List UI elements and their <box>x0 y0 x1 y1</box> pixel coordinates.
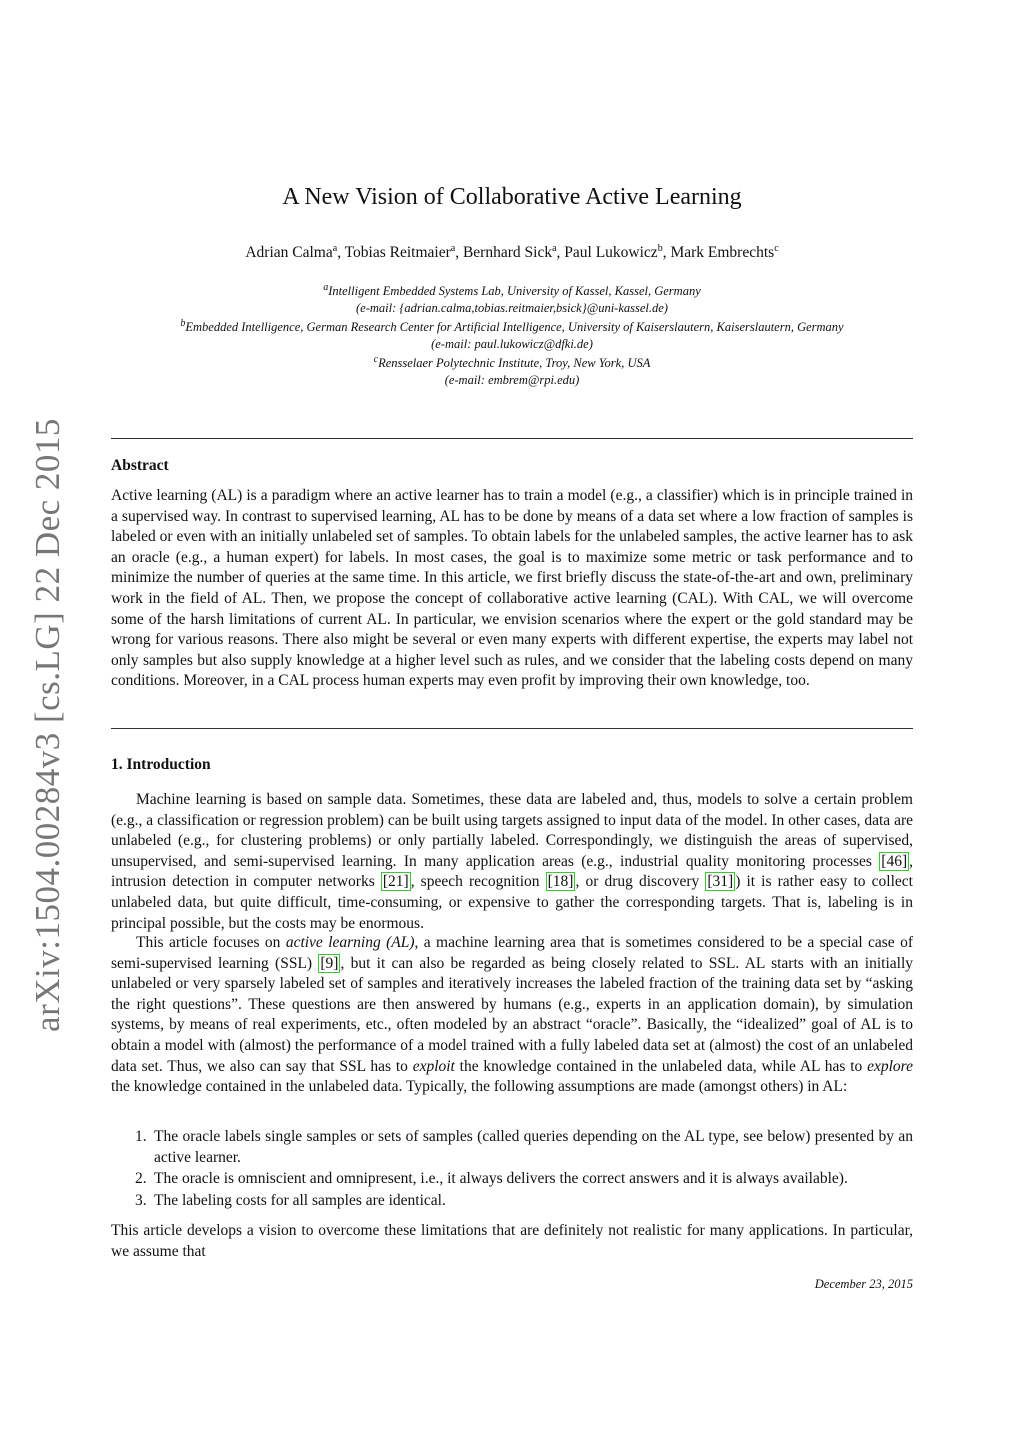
affiliation: $^a$Intelligent Embedded Systems Lab, University of Kassel, Kassel, Germany <box>323 282 701 299</box>
citation-link[interactable]: [18] <box>547 873 574 891</box>
affiliation-email: (e-mail: {adrian.calma,tobias.reitmaier,bsick}@uni-kassel.de) <box>356 300 668 315</box>
author: Tobias Reitmaier <box>344 244 451 262</box>
arxiv-identifier-stamp: arXiv:1504.00284v3 [cs.LG] 22 Dec 2015 <box>28 418 67 1032</box>
author-affiliation-mark: a <box>332 243 338 254</box>
affiliations <box>0 280 1024 388</box>
author: Mark Embrechts <box>670 244 775 262</box>
list-item: 3. The labeling costs for all samples are identical. <box>111 1191 913 1212</box>
author: Paul Lukowicz <box>564 244 658 262</box>
author: Bernhard Sick <box>462 244 553 262</box>
intro-paragraph-1: Machine learning is based on sample data. Sometimes, these data are labeled and, thus, models to solve a certain problem (e.g., a classification or regression problem) can be built using targets assigned to input data of the model. In other cases, data are unlabeled (e.g., for clustering problems) or only partially labeled. Correspondingly, we distinguish the areas of supervised, unsupervised, and semi-supervised learning. In many application areas (e.g., industrial quality monitoring processes [46] , intrusion detection in computer networks [21] , speech recognition [18] , or drug discovery [31] ) it is rather easy to collect unlabeled data, but quite difficult, time-consuming, or expensive to gather the corresponding targets. That is, labeling is in principal possible, but the costs may be enormous. <box>111 791 913 932</box>
author-affiliation-mark: a <box>450 243 456 254</box>
author: Adrian Calma <box>245 244 333 262</box>
abstract-top-rule <box>111 438 913 439</box>
citation-link[interactable]: [9] <box>320 954 339 972</box>
list-number: 2. <box>135 1170 147 1188</box>
assumptions-list <box>111 1127 913 1212</box>
abstract-text: Active learning (AL) is a paradigm where an active learner has to train a model (e.g., a classifier) which is in principle trained in a supervised way. In contrast to supervised learning, AL has to be done by means of a data set where a low fraction of samples is labeled or even with an initially unlabeled set of samples. To obtain labels for the unlabeled samples, the active learner has to ask an oracle (e.g., a human expert) for labels. In most cases, the goal is to maximize some metric or task performance and to minimize the number of queries at the same time. In this article, we first briefly discuss the state-of-the-art and own, preliminary work in the field of AL. Then, we propose the concept of collaborative active learning (CAL). With CAL, we will overcome some of the harsh limitations of current AL. In particular, we envision scenarios where the expert or the gold standard may be wrong for various reasons. There also might be several or even many experts with different expertise, the experts may label not only samples but also supply knowledge at a higher level such as rules, and we consider that the labeling costs depend on many conditions. Moreover, in a CAL process human experts may even profit by improving their own knowledge, too. <box>111 487 913 690</box>
affiliation-email: (e-mail: paul.lukowicz@dfki.de) <box>431 336 593 351</box>
list-number: 1. <box>135 1128 147 1145</box>
list-number: 3. <box>135 1191 147 1209</box>
author-list: Adrian Calma$^a$, Tobias Reitmaier$^a$, Bernhard Sick$^a$, Paul Lukowicz$^b$, Mark Embrechts$^c$ <box>245 243 779 262</box>
intro-paragraph-3: This article develops a vision to overcome these limitations that are definitely not realistic for many applications. In particular, we assume that <box>111 1222 913 1260</box>
emphasis: active learning (AL) <box>285 934 415 951</box>
list-item: 2. The oracle is omniscient and omnipresent, i.e., it always delivers the correct answers and it is always available). <box>111 1169 913 1190</box>
emphasis: explore <box>867 1057 913 1075</box>
author-affiliation-mark: b <box>657 243 663 254</box>
abstract-bottom-rule <box>111 728 913 729</box>
citation-link[interactable]: [21] <box>382 873 409 891</box>
paper-title: A New Vision of Collaborative Active Learning <box>282 184 742 210</box>
abstract-heading: Abstract <box>111 457 169 474</box>
citation-link[interactable]: [46] <box>881 852 908 870</box>
footer-date: December 23, 2015 <box>814 1277 913 1291</box>
affiliation: $^c$Rensselaer Polytechnic Institute, Troy, New York, USA <box>373 354 651 371</box>
affiliation: $^b$Embedded Intelligence, German Research Center for Artificial Intelligence, University of Kaiserslautern, Kaiserslautern, Germany <box>180 318 844 335</box>
section-heading-introduction: 1. Introduction <box>111 756 211 773</box>
emphasis: exploit <box>412 1057 455 1075</box>
intro-paragraph-2: This article focuses on active learning (AL), a machine learning area that is sometimes considered to be a special case of semi-supervised learning (SSL) [9] , but it can also be regarded as being closely related to SSL. AL starts with an initially unlabeled or very sparsely labeled set of samples and iteratively increases the labeled fraction of the training data set by “asking the right questions”. These questions are then answered by humans (e.g., experts in an application domain), by simulation systems, by means of real experiments, etc., often modeled by an abstract “oracle”. Basically, the “idealized” goal of AL is to obtain a model with (almost) the performance of a model trained with a fully labeled data set at (almost) the cost of an unlabeled data set. Thus, we also can say that SSL has to exploit the knowledge contained in the unlabeled data, while AL has to explore the knowledge contained in the unlabeled data. Typically, the following assumptions are made (amongst others) in AL: <box>111 934 914 1096</box>
author-affiliation-mark: c <box>774 243 779 254</box>
list-item: 1. The oracle labels single samples or sets of samples (called queries depending on the AL type, see below) presented by an active learner. <box>135 1128 913 1166</box>
author-affiliation-mark: a <box>552 243 557 254</box>
affiliation-email: (e-mail: embrem@rpi.edu) <box>444 372 580 387</box>
citation-link[interactable]: [31] <box>707 873 734 891</box>
